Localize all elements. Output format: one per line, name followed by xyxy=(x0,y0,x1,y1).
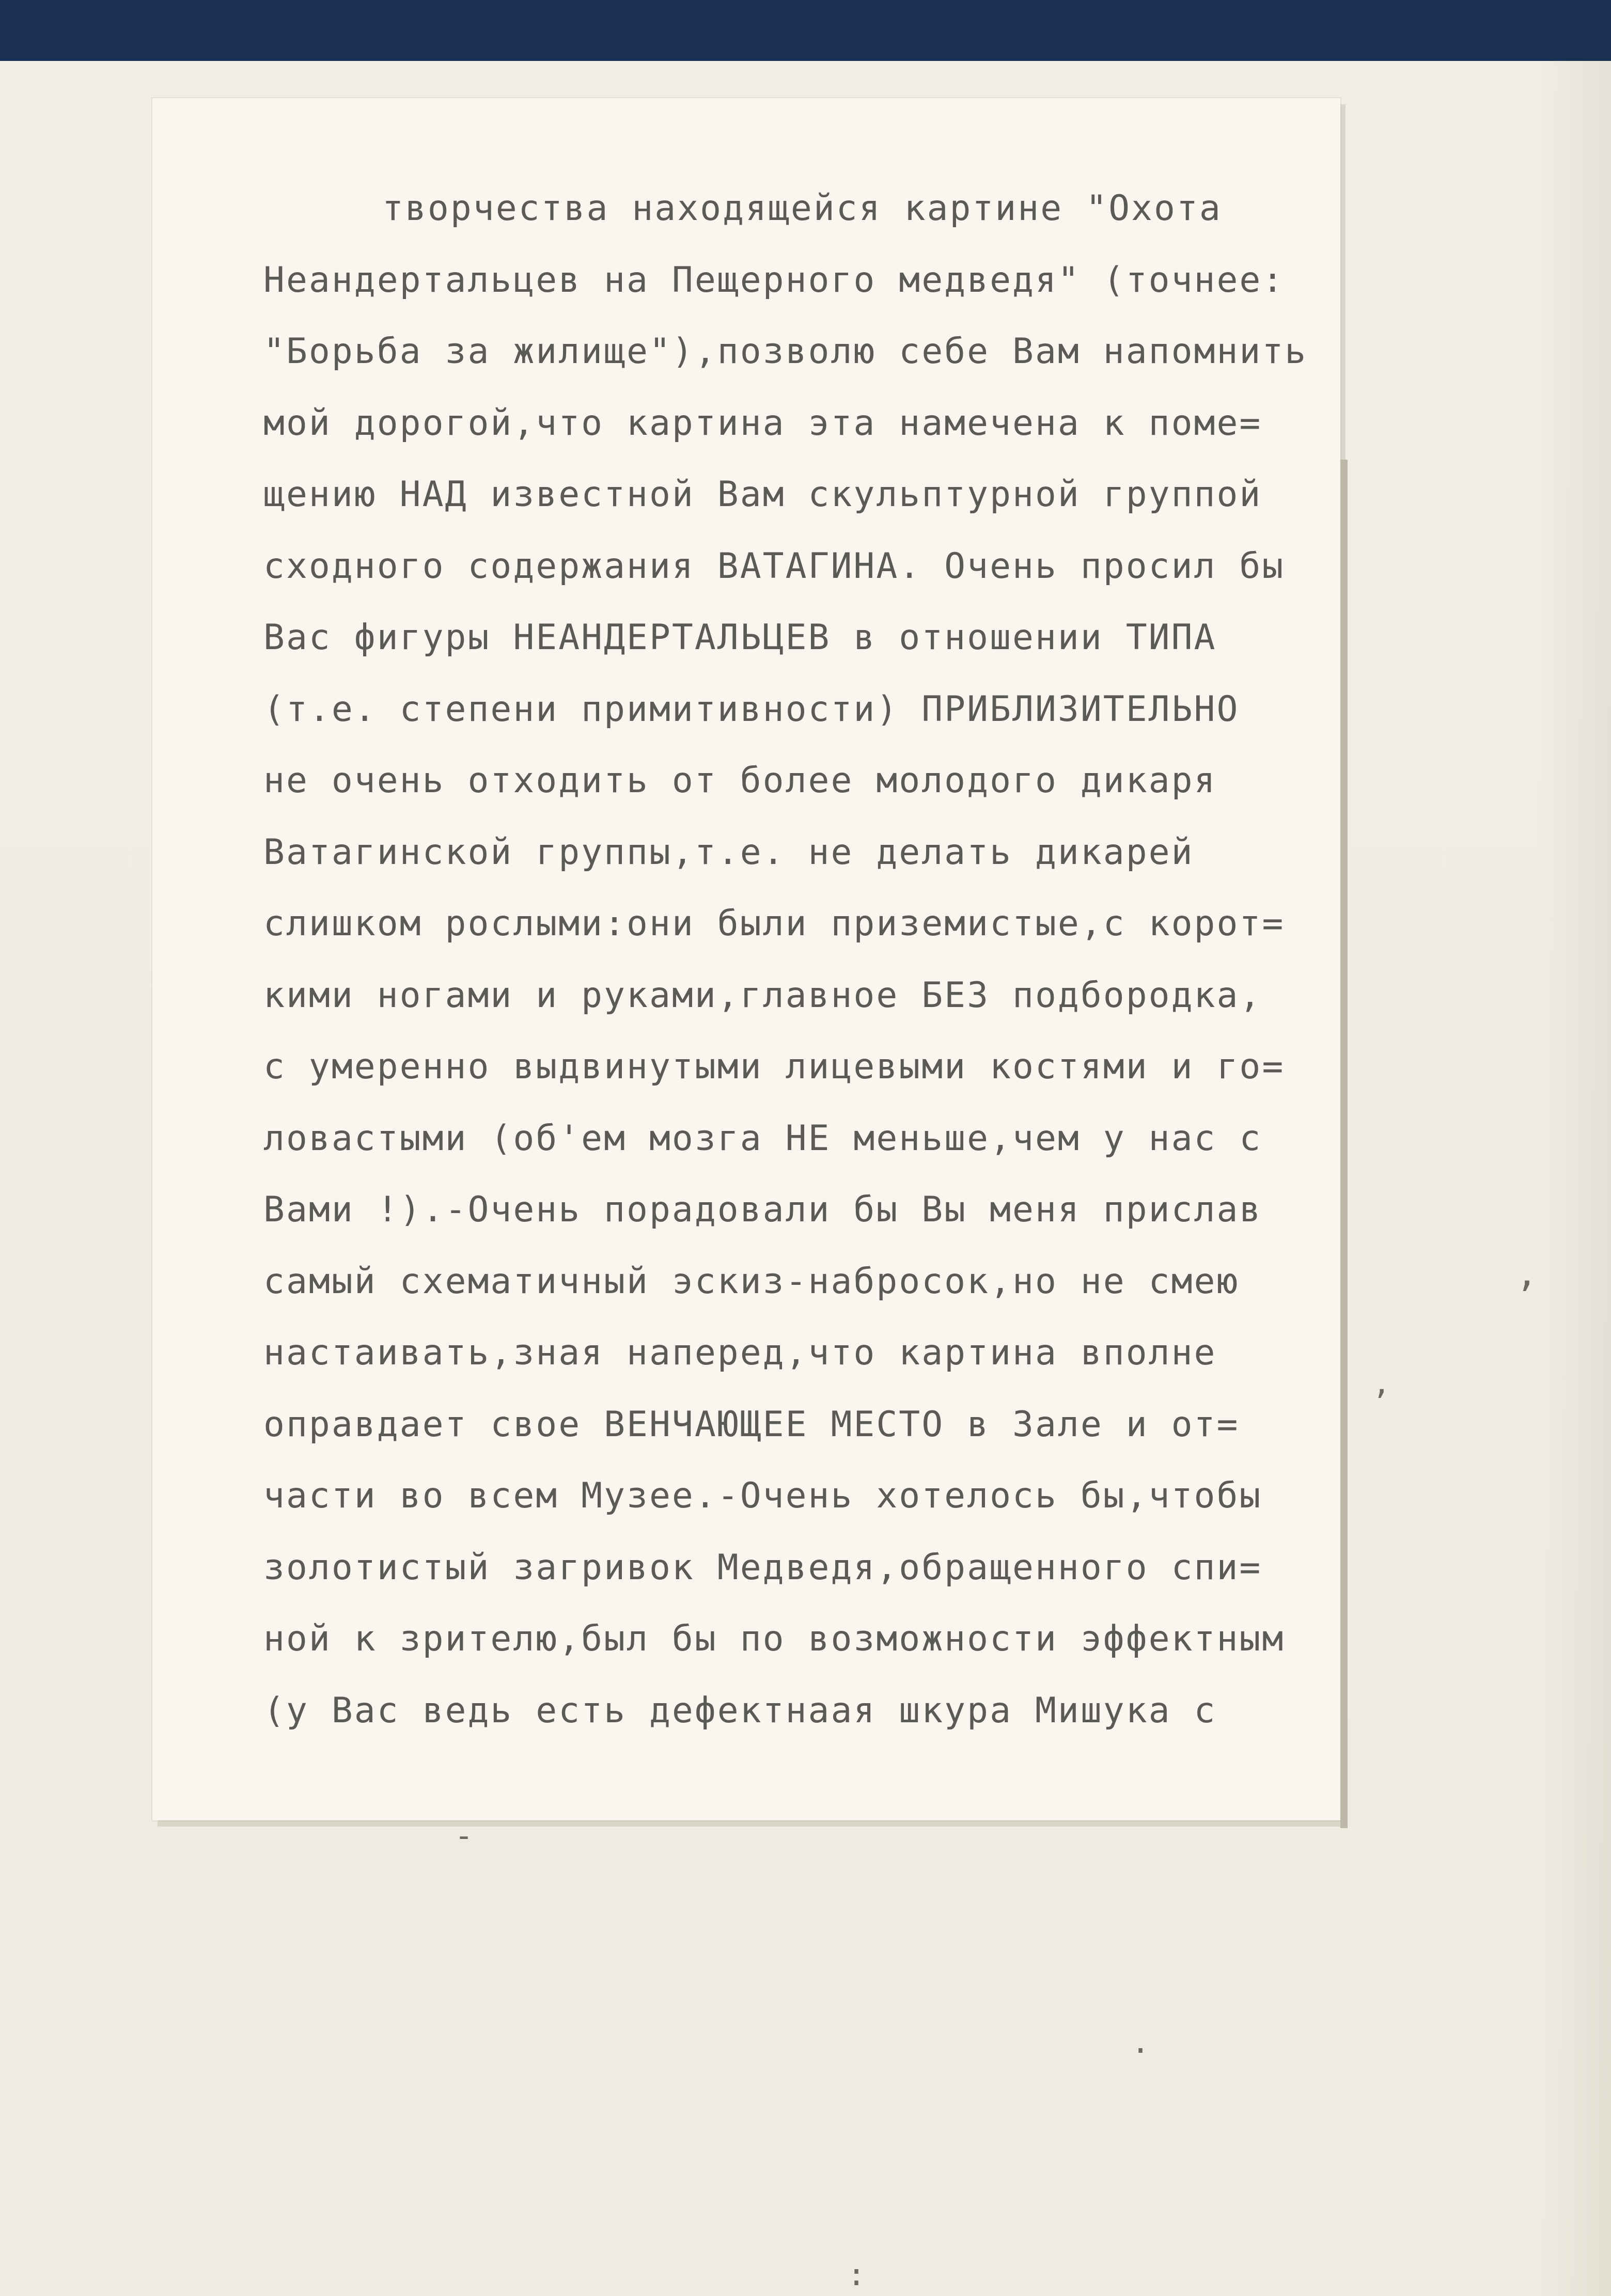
text-line-15: Вами !).-Очень порадовали бы Вы меня прислав xyxy=(263,1189,1262,1230)
text-line-16: самый схематичный эскиз-набросок,но не смею xyxy=(263,1261,1240,1302)
text-line-9: не очень отходить от более молодого дикаря xyxy=(263,760,1217,801)
typed-text-block xyxy=(263,173,1327,1747)
text-line-6: сходного содержания ВАТАГИНА. Очень просил бы xyxy=(263,545,1285,587)
text-line-7: Вас фигуры НЕАНДЕРТАЛЬЦЕВ в отношении ТИПА xyxy=(263,617,1217,658)
text-line-3: "Борьба за жилище"),позволю себе Вам напомнить xyxy=(263,331,1308,372)
text-line-13: с умеренно выдвинутыми лицевыми костями и го= xyxy=(263,1046,1285,1087)
stray-mark: - xyxy=(455,1818,474,1854)
stray-mark: : xyxy=(847,2257,866,2293)
stray-mark: ʼ xyxy=(1371,1384,1390,1420)
scanner-top-edge xyxy=(0,0,1611,61)
text-line-1: творчества находящейся картине "Охота xyxy=(382,188,1222,229)
text-line-14: ловастыми (об'ем мозга НЕ меньше,чем у нас с xyxy=(263,1118,1262,1159)
text-line-17: настаивать,зная наперед,что картина вполне xyxy=(263,1332,1217,1373)
text-line-8: (т.е. степени примитивности) ПРИБЛИЗИТЕЛЬНО xyxy=(263,688,1240,730)
text-line-19: части во всем Музее.-Очень хотелось бы,чтобы xyxy=(263,1475,1262,1516)
text-line-10: Ватагинской группы,т.е. не делать дикарей xyxy=(263,831,1194,873)
text-line-21: ной к зрителю,был бы по возможности эффектным xyxy=(263,1618,1285,1659)
page-fold-shadow xyxy=(1539,61,1611,2296)
typed-note-card xyxy=(152,98,1340,1820)
text-line-4: мой дорогой,что картина эта намечена к поме= xyxy=(263,402,1262,444)
text-line-18: оправдает свое ВЕНЧАЮЩЕЕ МЕСТО в Зале и от= xyxy=(263,1404,1240,1445)
stray-mark: . xyxy=(1131,2024,1150,2061)
text-line-12: кими ногами и руками,главное БЕЗ подбородка, xyxy=(263,974,1262,1016)
text-line-2: Неандертальцев на Пещерного медведя" (точнее: xyxy=(263,259,1285,301)
text-line-5: щению НАД известной Вам скульптурной группой xyxy=(263,474,1262,515)
stray-mark: , xyxy=(1516,1252,1538,1295)
text-line-22: (у Вас ведь есть дефектнаая шкура Мишука с xyxy=(263,1690,1217,1731)
text-line-20: золотистый загривок Медведя,обращенного спи= xyxy=(263,1547,1262,1588)
text-line-11: слишком рослыми:они были приземистые,с корот= xyxy=(263,903,1285,944)
